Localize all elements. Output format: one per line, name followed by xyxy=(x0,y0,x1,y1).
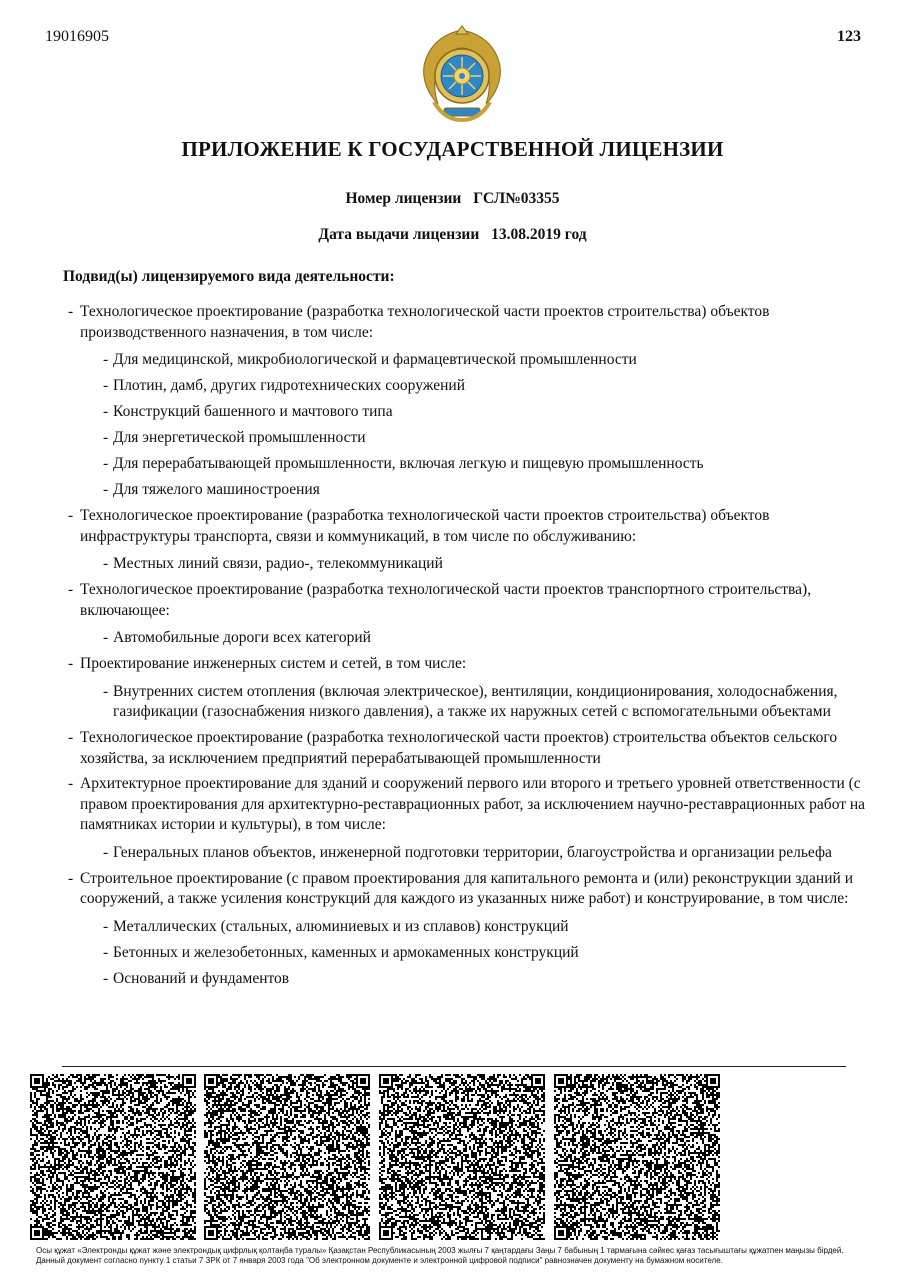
document-number: 19016905 xyxy=(45,28,109,45)
dash-marker: - xyxy=(68,655,74,672)
state-emblem-icon xyxy=(412,24,512,126)
dash-marker: - xyxy=(103,351,109,368)
activity-item-text: Технологическое проектирование (разработка технологической части проектов строительства) объектов производственного назначения, в том числе: xyxy=(80,303,770,341)
activity-subitem xyxy=(103,682,868,723)
qr-code-1-icon xyxy=(30,1074,196,1240)
activity-subitem-text: Для энергетической промышленности xyxy=(113,429,366,446)
activity-item xyxy=(68,654,868,675)
dash-marker: - xyxy=(68,729,74,746)
activity-item xyxy=(68,302,868,343)
activity-subitem xyxy=(103,480,868,501)
activity-sublist xyxy=(103,682,868,723)
activity-subitem-text: Для тяжелого машиностроения xyxy=(113,481,320,498)
license-date-label: Дата выдачи лицензии xyxy=(318,226,480,243)
activity-subitem xyxy=(103,350,868,371)
dash-marker: - xyxy=(103,555,109,572)
activity-sublist xyxy=(103,628,868,649)
dash-marker: - xyxy=(103,429,109,446)
dash-marker: - xyxy=(68,303,74,320)
activity-subitem-text: Конструкций башенного и мачтового типа xyxy=(113,403,393,420)
dash-marker: - xyxy=(68,869,74,887)
activity-sublist xyxy=(103,843,868,864)
dash-marker: - xyxy=(103,455,109,472)
activity-subitem-text: Для перерабатывающей промышленности, включая легкую и пищевую промышленность xyxy=(113,455,704,472)
activity-sublist xyxy=(103,350,868,501)
license-number-label: Номер лицензии xyxy=(345,190,462,207)
dash-marker: - xyxy=(103,943,109,961)
dash-marker: - xyxy=(103,481,109,498)
dash-marker: - xyxy=(68,507,74,524)
activity-item-text: Строительное проектирование (с правом проектирования для капитального ремонта и (или) реконструкции зданий и сооружений, а также усиления конструкций для каждого из указанных ниже работ) и конструирование, в том числе: xyxy=(80,869,853,907)
activity-item xyxy=(68,869,868,910)
activity-list xyxy=(68,302,868,995)
license-number-line xyxy=(0,190,905,208)
activity-item-text: Проектирование инженерных систем и сетей, в том числе: xyxy=(80,655,467,672)
activity-subitem-text: Металлических (стальных, алюминиевых и из сплавов) конструкций xyxy=(113,917,569,935)
activity-subitem xyxy=(103,843,868,864)
dash-marker: - xyxy=(68,775,74,792)
activity-subitem xyxy=(103,376,868,397)
license-date-value: 13.08.2019 год xyxy=(491,226,587,243)
activity-subitem xyxy=(103,428,868,449)
footer-kz-text: Осы құжат «Электронды құжат және электрондық цифрлық қолтаңба туралы» Қазақстан Республикасының 2003 жылғы 7 қаңтардағы Заңы 7 бабының 1 тармағына сәйкес қағаз тасығыштағы құжатпен маңызы бірдей. xyxy=(36,1246,844,1255)
dash-marker: - xyxy=(103,377,109,394)
activity-subitem-text: Местных линий связи, радио-, телекоммуникаций xyxy=(113,555,443,572)
activity-item-text: Архитектурное проектирование для зданий и сооружений первого или второго и третьего уровней ответственности (с правом проектирования для архитектурно-реставрационных работ, за исключением научно-реставрационных работ на памятниках истории и культуры), в том числе: xyxy=(80,775,866,833)
activity-item-text: Технологическое проектирование (разработка технологической части проектов транспортного строительства), включающее: xyxy=(80,581,812,619)
activity-item xyxy=(68,728,868,769)
legal-footer xyxy=(36,1246,881,1266)
activity-subitem-text: Плотин, дамб, других гидротехнических сооружений xyxy=(113,377,466,394)
activity-sublist xyxy=(103,554,868,575)
activity-sublist xyxy=(103,917,868,990)
activity-item-text: Технологическое проектирование (разработка технологической части проектов) строительства объектов сельского хозяйства, за исключением предприятий перерабатывающей промышленности xyxy=(80,729,838,767)
activity-item-text: Технологическое проектирование (разработка технологической части проектов строительства) объектов инфраструктуры транспорта, связи и коммуникаций, в том числе по обслуживанию: xyxy=(80,507,770,545)
subtypes-heading: Подвид(ы) лицензируемого вида деятельности: xyxy=(63,268,395,285)
activity-subitem xyxy=(103,554,868,575)
activity-subitem xyxy=(103,454,868,475)
qr-code-4-icon xyxy=(554,1074,720,1240)
dash-marker: - xyxy=(103,403,109,420)
qr-code-2-icon xyxy=(204,1074,370,1240)
activity-subitem xyxy=(103,943,868,964)
license-date-line xyxy=(0,226,905,244)
activity-subitem-text: Внутренних систем отопления (включая электрическое), вентиляции, кондиционирования, холодоснабжения, газификации (газоснабжения низкого давления), а также их наружных сетей с вспомогательными объектами xyxy=(113,682,838,720)
activity-subitem-text: Для медицинской, микробиологической и фармацевтической промышленности xyxy=(113,351,637,368)
activity-subitem xyxy=(103,917,868,938)
activity-subitem xyxy=(103,969,868,990)
activity-subitem xyxy=(103,402,868,423)
activity-item xyxy=(68,774,868,836)
activity-subitem-text: Генеральных планов объектов, инженерной подготовки территории, благоустройства и организации рельефа xyxy=(113,843,832,861)
activity-item xyxy=(68,580,868,621)
dash-marker: - xyxy=(103,917,109,935)
dash-marker: - xyxy=(103,682,109,700)
activity-subitem xyxy=(103,628,868,649)
dash-marker: - xyxy=(103,629,109,646)
activity-subitem-text: Бетонных и железобетонных, каменных и армокаменных конструкций xyxy=(113,943,579,961)
dash-marker: - xyxy=(103,969,109,987)
activity-item xyxy=(68,506,868,547)
document-title: ПРИЛОЖЕНИЕ К ГОСУДАРСТВЕННОЙ ЛИЦЕНЗИИ xyxy=(181,137,724,161)
activity-subitem-text: Оснований и фундаментов xyxy=(113,969,290,987)
footer-ru-text: Данный документ согласно пункту 1 статьи 7 ЗРК от 7 января 2003 года "Об электронном документе и электронной цифровой подписи" равнозначен документу на бумажном носителе. xyxy=(36,1256,723,1265)
license-number-value: ГСЛ№03355 xyxy=(473,190,560,207)
dash-marker: - xyxy=(103,843,109,861)
dash-marker: - xyxy=(68,581,74,598)
qr-code-3-icon xyxy=(379,1074,545,1240)
page-number: 123 xyxy=(837,28,861,45)
divider xyxy=(62,1066,846,1067)
activity-subitem-text: Автомобильные дороги всех категорий xyxy=(113,629,371,646)
